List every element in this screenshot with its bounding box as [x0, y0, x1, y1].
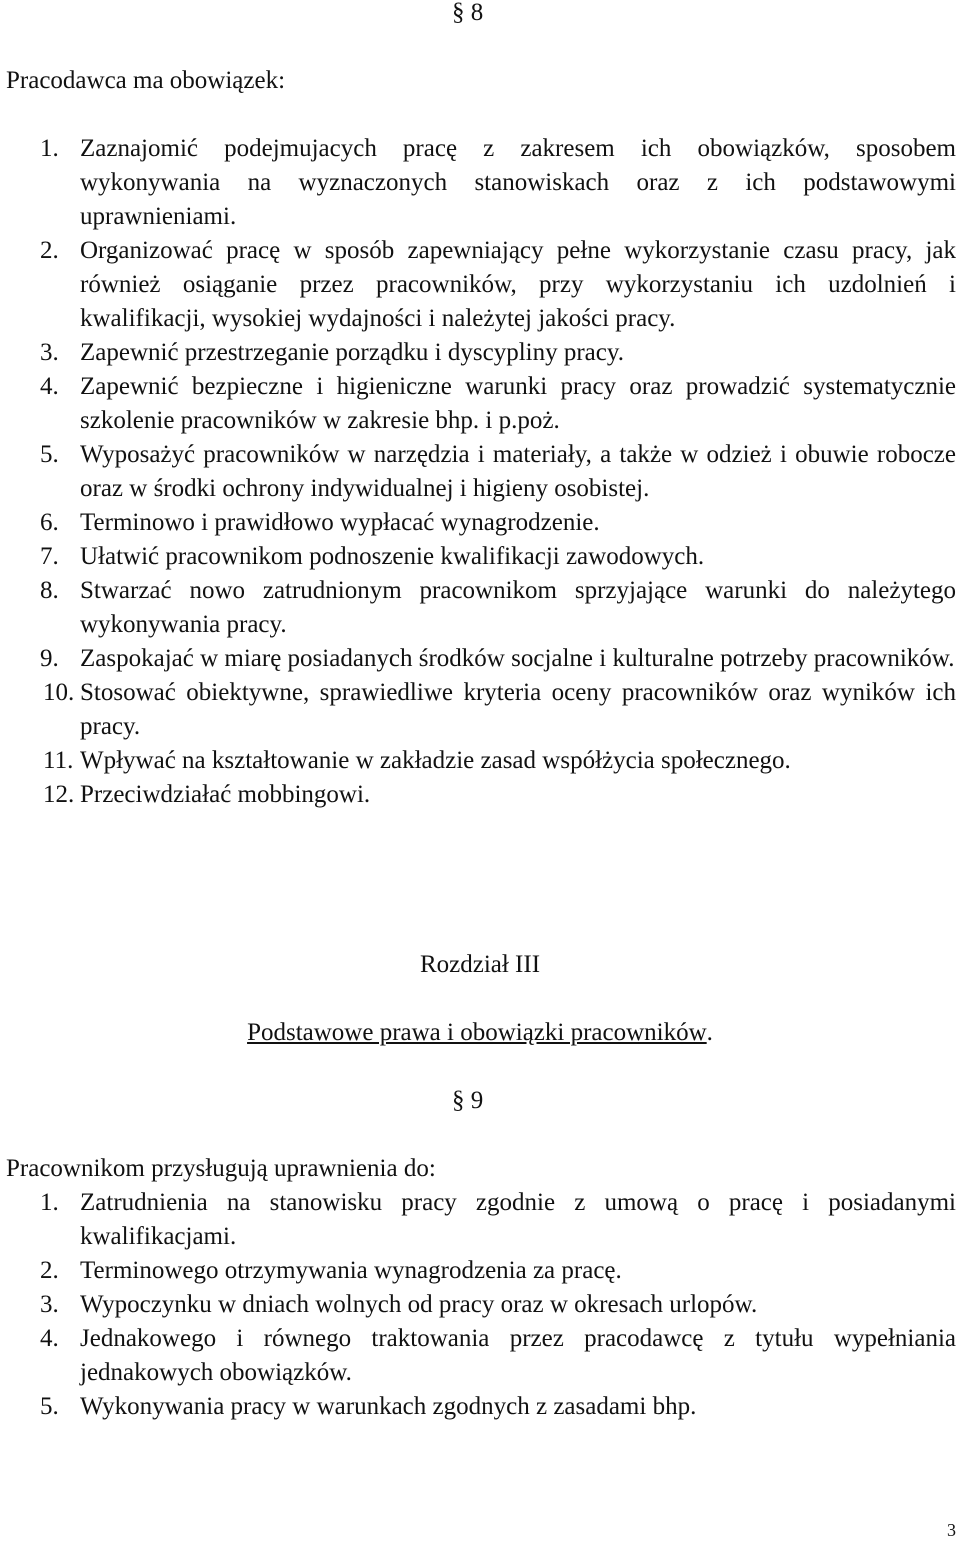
list-item-text: Wpływać na kształtowanie w zakładzie zasad współżycia społecznego. [80, 747, 791, 774]
page-number: 3 [947, 1520, 956, 1540]
list-item-text: Terminowego otrzymywania wynagrodzenia za pracę. [80, 1257, 622, 1284]
list-item-number: 8. [40, 577, 59, 604]
section-9-number: § 9 [452, 1087, 484, 1114]
list-item-text: Organizować pracę w sposób zapewniający pełne wykorzystanie czasu pracy, jak również osiąganie przez pracowników, przy wykorzystaniu ich uzdolnień i kwalifikacji, wysokiej wydajności i należytej jakości pracy. [80, 237, 956, 332]
list-item-text: Wypoczynku w dniach wolnych od pracy oraz w okresach urlopów. [80, 1291, 758, 1318]
list-item-text: Stwarzać nowo zatrudnionym pracownikom sprzyjające warunki do należytego wykonywania pracy. [80, 577, 956, 638]
list-item [6, 336, 956, 370]
list-item-number: 7. [40, 543, 59, 570]
list-item [6, 642, 956, 676]
list-item [6, 676, 956, 744]
section-9-intro: Pracownikom przysługują uprawnienia do: [6, 1155, 436, 1182]
list-item [6, 1186, 956, 1254]
list-item-number: 4. [40, 1325, 59, 1352]
list-item-number: 12. [43, 781, 75, 808]
employee-rights-list [6, 1186, 956, 1424]
list-item-text: Wykonywania pracy w warunkach zgodnych z zasadami bhp. [80, 1393, 697, 1420]
list-item [6, 438, 956, 506]
chapter-title-text: Podstawowe prawa i obowiązki pracowników [247, 1019, 707, 1046]
chapter-title-period: . [706, 1019, 713, 1046]
list-item-text: Zapewnić bezpieczne i higieniczne warunki pracy oraz prowadzić systematycznie szkolenie pracowników w zakresie bhp. i p.poż. [80, 373, 956, 434]
list-item [6, 574, 956, 642]
list-item [6, 132, 956, 234]
list-item-text: Zapewnić przestrzeganie porządku i dyscypliny pracy. [80, 339, 624, 366]
list-item-text: Przeciwdziałać mobbingowi. [80, 781, 371, 808]
employer-duties-list [6, 132, 956, 812]
list-item-number: 5. [40, 1393, 59, 1420]
chapter-title [0, 1016, 960, 1050]
list-item-number: 9. [40, 645, 59, 672]
list-item-number: 11. [43, 747, 74, 774]
list-item-text: Zaspokajać w miarę posiadanych środków socjalne i kulturalne potrzeby pracowników. [80, 645, 955, 672]
list-item-text: Terminowo i prawidłowo wypłacać wynagrodzenie. [80, 509, 600, 536]
list-item-text: Zatrudnienia na stanowisku pracy zgodnie z umową o pracę i posiadanymi kwalifikacjami. [80, 1189, 956, 1250]
list-item [6, 744, 956, 778]
list-item [6, 540, 956, 574]
list-item-text: Zaznajomić podejmujacych pracę z zakresem ich obowiązków, sposobem wykonywania na wyznaczonych stanowiskach oraz z ich podstawowymi uprawnieniami. [80, 135, 956, 230]
list-item-number: 10. [43, 679, 75, 706]
list-item-text: Jednakowego i równego traktowania przez pracodawcę z tytułu wypełniania jednakowych obowiązków. [80, 1325, 956, 1386]
list-item-number: 3. [40, 1291, 59, 1318]
chapter-heading: Rozdział III [419, 951, 541, 978]
list-item-number: 2. [40, 237, 59, 264]
list-item-number: 3. [40, 339, 59, 366]
section-8-intro: Pracodawca ma obowiązek: [6, 67, 286, 94]
list-item [6, 1322, 956, 1390]
list-item-number: 1. [40, 1189, 59, 1216]
list-item-text: Wyposażyć pracowników w narzędzia i materiały, a także w odzież i obuwie robocze oraz w środki ochrony indywidualnej i higieny osobistej. [80, 441, 956, 502]
list-item-number: 5. [40, 441, 59, 468]
list-item-text: Ułatwić pracownikom podnoszenie kwalifikacji zawodowych. [80, 543, 705, 570]
list-item-number: 4. [40, 373, 59, 400]
section-8-number: § 8 [452, 0, 484, 26]
list-item [6, 1390, 956, 1424]
list-item [6, 234, 956, 336]
list-item [6, 370, 956, 438]
list-item [6, 778, 956, 812]
list-item [6, 506, 956, 540]
list-item-text: Stosować obiektywne, sprawiedliwe kryteria oceny pracowników oraz wyników ich pracy. [80, 679, 956, 740]
list-item [6, 1254, 956, 1288]
list-item [6, 1288, 956, 1322]
list-item-number: 1. [40, 135, 59, 162]
list-item-number: 6. [40, 509, 59, 536]
list-item-number: 2. [40, 1257, 59, 1284]
